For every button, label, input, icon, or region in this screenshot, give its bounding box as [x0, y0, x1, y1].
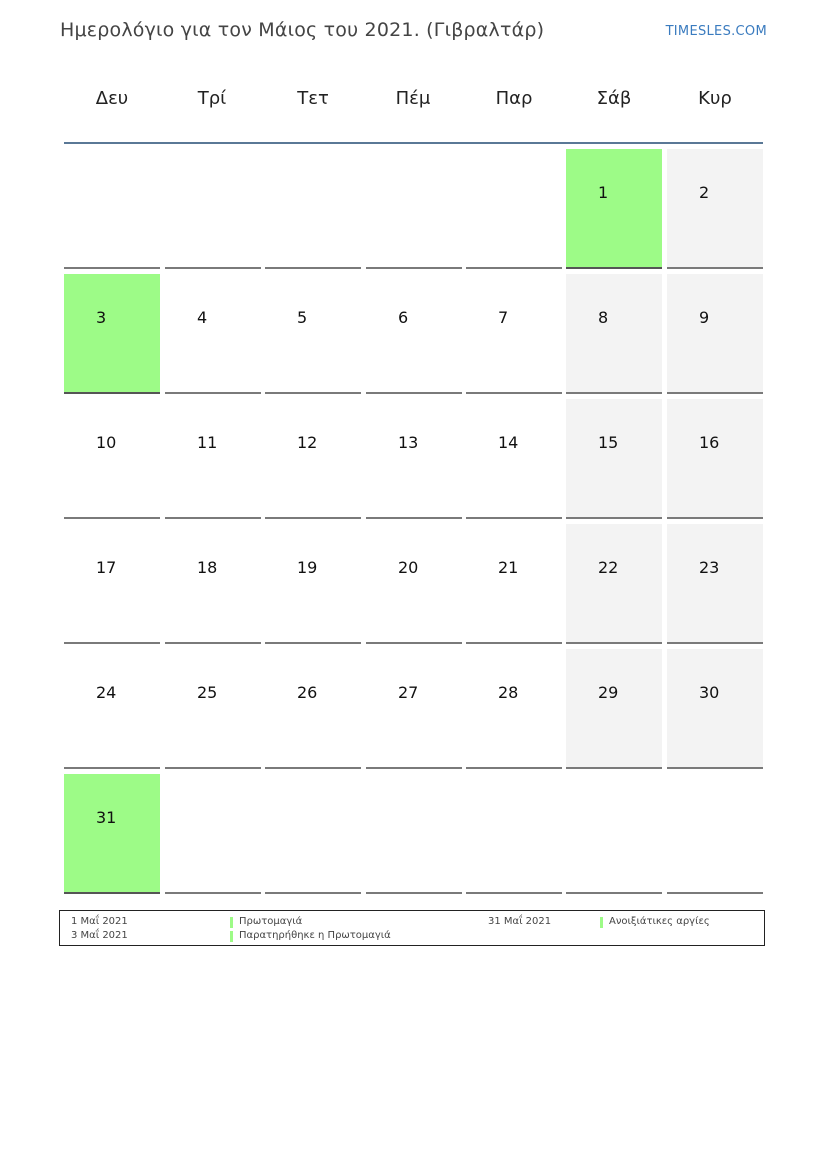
weekday-label: Τρί [197, 88, 227, 109]
day-number: 28 [498, 683, 519, 702]
empty-day-cell [566, 774, 662, 894]
weekday-label: Σάβ [596, 88, 632, 109]
day-cell [466, 649, 562, 769]
day-cell [667, 649, 763, 769]
day-number: 26 [297, 683, 318, 702]
empty-day-cell [265, 774, 361, 894]
legend-holiday-name: Πρωτομαγιά [239, 916, 303, 927]
weekday-label: Πέμ [395, 88, 431, 109]
day-number: 3 [96, 308, 107, 327]
empty-day-cell [265, 149, 361, 269]
day-cell [165, 274, 261, 394]
day-number: 6 [398, 308, 409, 327]
day-number: 23 [699, 558, 720, 577]
day-cell [165, 524, 261, 644]
day-number: 20 [398, 558, 419, 577]
day-cell [265, 274, 361, 394]
day-cell [667, 149, 763, 269]
holiday-color-marker [230, 917, 233, 928]
day-cell [466, 399, 562, 519]
day-number: 9 [699, 308, 710, 327]
day-number: 10 [96, 433, 117, 452]
holiday-day-cell [64, 774, 160, 894]
legend-date: 31 Μαΐ 2021 [488, 916, 552, 927]
day-number: 21 [498, 558, 519, 577]
weekday-label: Δευ [95, 88, 129, 109]
empty-day-cell [165, 774, 261, 894]
empty-day-cell [366, 774, 462, 894]
empty-day-cell [64, 149, 160, 269]
day-number: 18 [197, 558, 218, 577]
empty-day-cell [366, 149, 462, 269]
day-number: 29 [598, 683, 619, 702]
day-cell [366, 274, 462, 394]
brand-link[interactable]: TIMESLES.COM [665, 24, 767, 39]
legend-holiday-name: Παρατηρήθηκε η Πρωτομαγιά [239, 930, 391, 941]
empty-day-cell [667, 774, 763, 894]
day-cell [466, 524, 562, 644]
day-number: 5 [297, 308, 308, 327]
day-cell [366, 524, 462, 644]
day-cell [566, 524, 662, 644]
day-cell [64, 649, 160, 769]
day-number: 8 [598, 308, 609, 327]
day-number: 15 [598, 433, 619, 452]
day-number: 7 [498, 308, 509, 327]
day-cell [265, 524, 361, 644]
empty-day-cell [165, 149, 261, 269]
day-number: 19 [297, 558, 318, 577]
day-cell [566, 649, 662, 769]
day-cell [667, 274, 763, 394]
holiday-day-cell [566, 149, 662, 269]
day-cell [667, 399, 763, 519]
day-number: 24 [96, 683, 117, 702]
day-cell [366, 649, 462, 769]
day-number: 2 [699, 183, 710, 202]
empty-day-cell [466, 774, 562, 894]
day-cell [566, 274, 662, 394]
holiday-legend [59, 910, 765, 946]
day-number: 27 [398, 683, 419, 702]
day-number: 4 [197, 308, 208, 327]
weekday-header-row [62, 88, 764, 120]
day-number: 1 [598, 183, 609, 202]
day-cell [165, 649, 261, 769]
day-number: 22 [598, 558, 619, 577]
holiday-color-marker [600, 917, 603, 928]
day-number: 16 [699, 433, 720, 452]
day-number: 13 [398, 433, 419, 452]
day-number: 14 [498, 433, 519, 452]
day-number: 31 [96, 808, 117, 827]
legend-date: 3 Μαΐ 2021 [71, 930, 128, 941]
day-number: 11 [197, 433, 218, 452]
day-cell [466, 274, 562, 394]
header-divider [64, 142, 763, 144]
day-cell [667, 524, 763, 644]
weekday-label: Κυρ [698, 88, 732, 109]
page-title: Ημερολόγιο για τον Μάιος του 2021. (Γιβραλτάρ) [60, 19, 545, 41]
weekday-label: Παρ [495, 88, 533, 109]
day-number: 25 [197, 683, 218, 702]
day-cell [265, 399, 361, 519]
day-cell [165, 399, 261, 519]
empty-day-cell [466, 149, 562, 269]
day-number: 17 [96, 558, 117, 577]
day-number: 30 [699, 683, 720, 702]
day-cell [566, 399, 662, 519]
day-cell [64, 524, 160, 644]
legend-holiday-name: Ανοιξιάτικες αργίες [609, 916, 710, 927]
holiday-day-cell [64, 274, 160, 394]
day-number: 12 [297, 433, 318, 452]
holiday-color-marker [230, 931, 233, 942]
legend-date: 1 Μαΐ 2021 [71, 916, 128, 927]
day-cell [265, 649, 361, 769]
day-cell [366, 399, 462, 519]
weekday-label: Τετ [297, 88, 329, 109]
day-cell [64, 399, 160, 519]
